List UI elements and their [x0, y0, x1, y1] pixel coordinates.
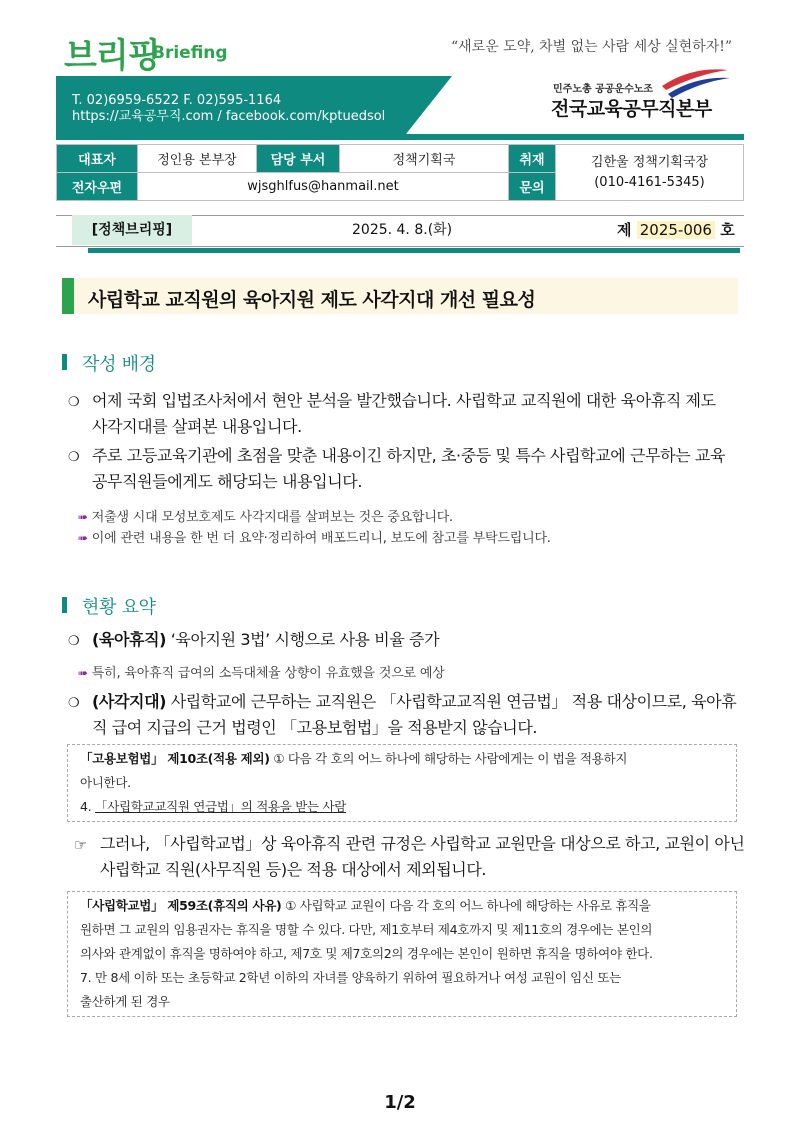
- pointing-hand-icon: ☞: [74, 836, 88, 854]
- contact-web: https://교육공무직.com / facebook.com/kptuedsol: [72, 109, 386, 124]
- quote-text: ① 다음 각 호의 어느 하나에 해당하는 사람에게는 이 법을 적용하지: [269, 751, 628, 766]
- brand-title: 브리핑: [64, 36, 160, 76]
- bullet-line: 직 급여 지급의 근거 법령인 「고용보험법」을 적용받지 않습니다.: [92, 718, 538, 737]
- section-marker: [62, 354, 67, 370]
- org-name: 전국교육공무직본부: [551, 98, 712, 120]
- sub-item-text: 특히, 육아휴직 급여의 소득대체율 상향이 유효했을 것으로 예상: [91, 666, 445, 681]
- bullet-text: [92, 689, 752, 741]
- law-quote-employment-insurance: [67, 744, 737, 822]
- bullet-text: [92, 627, 752, 653]
- section-heading-summary: 현황 요약: [82, 597, 156, 618]
- policy-label: [정책브리핑]: [72, 215, 192, 245]
- circle-bullet-icon: ❍: [68, 395, 80, 410]
- note-line: 그러나, 「사립학교법」상 육아휴직 관련 규정은 사립학교 교원만을 대상으로 하고, 교원이 아닌: [100, 834, 745, 853]
- arrow-icon: ➠: [78, 531, 88, 545]
- circle-bullet-icon: ❍: [68, 450, 80, 465]
- bullet-text: [92, 443, 752, 495]
- policy-no-prefix: 제: [617, 221, 632, 239]
- email-label: 전자우편: [57, 173, 138, 201]
- contact-phone-fax: T. 02)6959-6522 F. 02)595-1164: [72, 93, 282, 108]
- section-heading-background: 작성 배경: [82, 354, 156, 375]
- arrow-icon: ➠: [78, 666, 88, 680]
- quote-line: 7. 만 8세 이하 또는 초등학교 2학년 이하의 자녀를 양육하기 위하여 필요하거나 여성 교원이 임신 또는: [80, 970, 621, 985]
- law-citation: 「사립학교법」 제59조(휴직의 사유): [80, 898, 282, 913]
- sub-item: [78, 662, 445, 681]
- quote-line: 의사와 관계없이 휴직을 명하여야 하고, 제7호 및 제7호의2의 경우에는 본인이 원하면 휴직을 명하여야 한다.: [80, 946, 653, 961]
- note-line: 사립학교 직원(사무직원 등)은 적용 대상에서 제외됩니다.: [100, 860, 487, 879]
- bullet-line: 공무직원들에게도 해당되는 내용입니다.: [92, 472, 363, 491]
- policy-divider: [88, 248, 740, 253]
- note-text: [100, 831, 748, 883]
- header-divider: [56, 134, 744, 140]
- slogan: “새로운 도약, 차별 없는 사람 세상 실현하자!”: [451, 39, 732, 55]
- bullet-line: ‘육아지원 3법’ 시행으로 사용 비율 증가: [166, 630, 440, 649]
- document-title: 사립학교 교직원의 육아지원 제도 사각지대 개선 필요성: [88, 289, 536, 311]
- bullet-line: 주로 고등교육기관에 초점을 맞춘 내용이긴 하지만, 초·중등 및 특수 사립학교에 근무하는 교육: [92, 446, 726, 465]
- bullet-line: [92, 689, 752, 715]
- bullet-tag: (사각지대): [92, 692, 167, 711]
- quote-text: ① 사립학교 교원이 다음 각 호의 어느 하나에 해당하는 사유로 휴직을: [281, 898, 651, 913]
- press-label-1: 취재: [509, 145, 556, 173]
- bullet-line: 어제 국회 입법조사처에서 현안 분석을 발간했습니다. 사립학교 교직원에 대한 육아휴직 제도: [92, 391, 716, 410]
- law-quote-private-school: [67, 891, 737, 1017]
- press-phone: (010-4161-5345): [594, 174, 705, 190]
- policy-number: [617, 215, 735, 245]
- brand-subtitle: Briefing: [152, 43, 228, 63]
- sub-item: [78, 527, 551, 546]
- contact-band: [56, 76, 406, 134]
- contact-table: [56, 144, 744, 201]
- quote-item-number: 4.: [80, 799, 95, 814]
- bullet-line-text: 사립학교에 근무하는 교직원은 「사립학교교직원 연금법」 적용 대상이므로, 육아휴: [166, 692, 737, 711]
- rep-value: 정인용 본부장: [138, 145, 257, 173]
- dept-value: 정책기획국: [340, 145, 509, 173]
- quote-line: 원하면 그 교원의 임용권자는 휴직을 명할 수 있다. 다만, 제1호부터 제4호까지 및 제11호의 경우에는 본인의: [80, 922, 653, 937]
- law-citation: 「고용보험법」 제10조(적용 제외): [80, 751, 270, 766]
- org-parent: 민주노총 공공운수노조: [553, 84, 654, 95]
- press-contact: [556, 145, 744, 201]
- sub-item-text: 이에 관련 내용을 한 번 더 요약·정리하여 배포드리니, 보도에 참고를 부탁드립니다.: [91, 531, 551, 546]
- circle-bullet-icon: ❍: [68, 634, 80, 649]
- circle-bullet-icon: ❍: [68, 696, 80, 711]
- quote-line: 아니한다.: [80, 775, 131, 790]
- policy-no-value: 2025-006: [637, 221, 715, 239]
- press-label-2: 문의: [509, 173, 556, 201]
- sub-item-text: 저출생 시대 모성보호제도 사각지대를 살펴보는 것은 중요합니다.: [91, 510, 453, 525]
- page-number: 1/2: [384, 1092, 416, 1113]
- quote-item: [80, 795, 724, 819]
- bullet-text: [92, 388, 752, 440]
- quote-line: [80, 894, 724, 918]
- title-marker: [62, 278, 74, 314]
- sub-item: [78, 506, 453, 525]
- policy-date: 2025. 4. 8.(화): [352, 222, 453, 238]
- email-value[interactable]: wjsghlfus@hanmail.net: [138, 173, 509, 201]
- policy-no-suffix: 호: [720, 221, 735, 239]
- section-marker: [62, 597, 67, 613]
- quote-item-text: 「사립학교교직원 연금법」의 적용을 받는 사람: [95, 799, 347, 814]
- rep-label: 대표자: [57, 145, 138, 173]
- band-wedge: [406, 76, 452, 134]
- bullet-tag: (육아휴직): [92, 630, 167, 649]
- bullet-line: 사각지대를 살펴본 내용입니다.: [92, 417, 302, 436]
- quote-line: 출산하게 된 경우: [80, 994, 170, 1009]
- quote-line: [80, 747, 724, 771]
- dept-label: 담당 부서: [257, 145, 340, 173]
- arrow-icon: ➠: [78, 510, 88, 524]
- press-name: 김한울 정책기획국장: [590, 154, 709, 170]
